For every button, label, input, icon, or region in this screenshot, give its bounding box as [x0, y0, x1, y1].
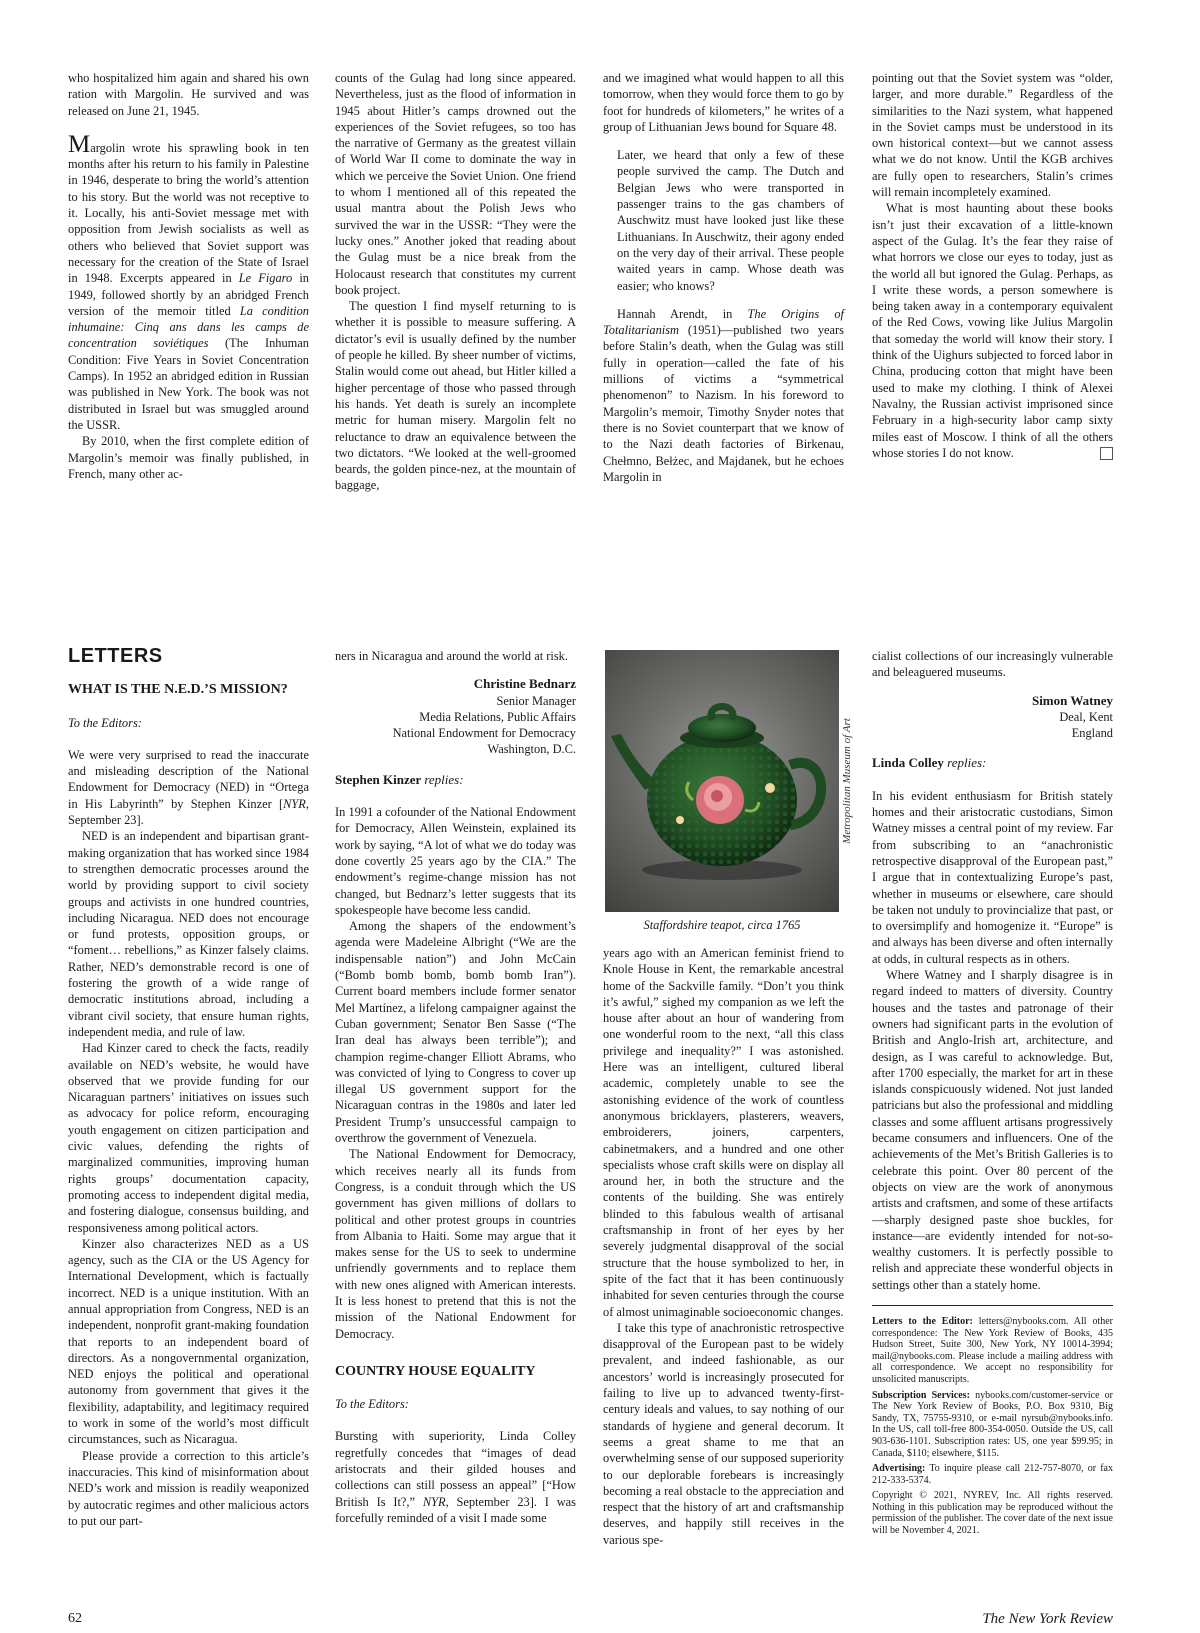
article-column-2 — [335, 70, 576, 494]
letter-paragraph: cialist collections of our increasingly vulnerable and beleaguered museums. — [872, 649, 1113, 680]
info-copyright: Copyright © 2021, NYREV, Inc. All rights reserved. Nothing in this publication may be reproduced without the permission of the publisher. The cover date of the next issue will be November 4, 2021. — [872, 1490, 1113, 1537]
article-column-3 — [603, 70, 844, 485]
article-paragraph: pointing out that the Soviet system was “older, larger, and more durable.” Regardless of the similarities to the Nazi system, what happened in the Soviet camps must be understood in its own historical context—but we cannot assess what we do not know. Until the KGB archives are fully open to researchers, Stalin’s crimes will remain incompletely examined. — [872, 71, 1113, 200]
reply-heading: Linda Colley replies: — [872, 755, 987, 771]
article-column-1 — [68, 70, 309, 482]
letter-paragraph: Had Kinzer cared to check the facts, readily available on NED’s website, he would have observed that we provide funding for our Nicaraguan partners’ initiatives on issues such as advocacy for police reform, encouraging youth engagement on citizen participation and civic values, defending the rights of marginalized communities, improving human rights groups’ documentation capacity, promoting access to independent digital media, and fostering dialogue, consensus building, and responsiveness among political actors. — [68, 1041, 309, 1235]
teapot-illustration — [605, 650, 839, 912]
letter-paragraph: NED is an independent and bipartisan grant-making organization that has worked since 1984 to strengthen democratic processes around the world by providing support to civil society groups and activists in one hundred countries, including Nicaragua. NED does not encourage or fund protests, opposition groups, or “foment… rebellions,” as Kinzer falsely claims. Rather, NED’s demonstrable record is one of fostering the growth of a wide range of democratic institutions abroad, including a vibrant civil society, that ensure human rights, independent media, and rule of law. — [68, 829, 309, 1039]
publication-info — [872, 1316, 1113, 1537]
end-mark-icon — [1100, 447, 1113, 460]
letter-paragraph: We were very surprised to read the inaccurate and misleading description of the National Endowment for Democracy (NED) in “Ortega in His Labyrinth” by Stephen Kinzer [NYR, September 23]. — [68, 747, 309, 828]
letter-paragraph: Kinzer also characterizes NED as a US agency, such as the CIA or the US Agency for International Development, which is factually incorrect. NED is a unique institution. With an annual appropriation from Congress, NED is an independent, nonprofit grant-making foundation that reports to an independent board of directors. As a nongovernmental organization, NED enjoys the political and operational autonomy from government that gives it the flexibility, adaptability, and legitimacy required to work in some of the world’s most difficult circumstances, such as Nicaragua. — [68, 1236, 309, 1447]
article-paragraph: By 2010, when the first complete edition of Margolin’s memoir was finally published, in French, many other ac- — [68, 434, 309, 481]
reply-paragraph: In his evident enthusiasm for British stately homes and their aristocratic custodians, Simon Watney misses a central point of my review. Far from subscribing to an “anachronistic retrospective disapproval of the European past,” I argue that in contextualizing Europe’s past, whether in museums or elsewhere, care should be taken not unduly to provincialize that past, or to oversimplify and homogenize it. “Europe” is and always has been diverse and often internally at odds, in cultural respects as in others. — [872, 788, 1113, 966]
signer-line: England — [1071, 726, 1113, 741]
letter-paragraph: years ago with an American feminist friend to Knole House in Kent, the remarkable ancestral home of the Sackville family. “Don’t you think it’s awful,” sighed my companion as we left the house after about an hour of wandering from one wonderful room to the next, “all this class privilege and inequality?” I was astonished. Here was an intelligent, cultured liberal academic, completely unable to see the astonishing evidence of the work of countless anonymous bricklayers, plasterers, weavers, embroiderers, joiners, carpenters, cabinetmakers, and a hundred and one other specialists whose craft skills were on display all around her, in both the structure and the contents of the building. She was entirely blinded to this fabulous wealth of artisanal craftsmanship in front of her eyes by her severely judgmental disapproval of the social structure that the house symbolized to her, in spite of the fact that it has been continuously inhabited for seven centuries through the course of almost unimaginable socioeconomic changes. — [603, 946, 844, 1319]
letters-column-1 — [68, 645, 309, 1529]
info-advertising: Advertising: To inquire please call 212-757-8070, or fax 212-333-5374. — [872, 1463, 1113, 1486]
article-paragraph: Hannah Arendt, in The Origins of Totalitarianism (1951)—published two years before Stalin’s death, when the Gulag was still fully in operation—called the fate of his millions of victims a “symmetrical phenomenon” to Nazism. In his foreword to Margolin’s memoir, Timothy Snyder notes that there is no Soviet counterpart that we know of to the Nazi death factories of Birkenau, Chełmno, Bełżec, and Majdanek, but he echoes Margolin in — [603, 306, 844, 484]
article-paragraph: The question I find myself returning to is whether it is possible to measure suffering. A dictator’s evil is usually defined by the number of people he killed. By sheer number of victims, Stalin would come out ahead, but Hitler killed a higher percentage of those who passed through his hands. Yet death is surely an incomplete metric for human misery. Margolin felt no reluctance to draw an equivalence between the two dictators. “We looked at the well-groomed beards, the golden pince-nez, at the mountain of baggage, — [335, 299, 576, 493]
teapot-photo — [605, 650, 839, 912]
letter-paragraph: Bursting with superiority, Linda Colley regretfully concedes that “images of dead aristocrats and their gilded houses and collections can still possess an appeal” [“How British Is It?,” NYR, September 23]. I was forcefully reminded of a visit I made some — [335, 1429, 576, 1525]
block-quote — [603, 147, 844, 294]
block-quote-text: Later, we heard that only a few of these people survived the camp. The Dutch and Belgian Jews who were transported in passenger trains to the gas chambers of Auschwitz must have looked just like these Lithuanians. In Auschwitz, their agony ended on the very day of their arrival. These people waited years in camp. Whose death was easier; who knows? — [617, 148, 844, 293]
signer-line: National Endowment for Democracy — [392, 726, 576, 741]
letters-column-2 — [335, 648, 576, 1526]
signer-name: Simon Watney — [1031, 692, 1113, 708]
letter-paragraph: ners in Nicaragua and around the world at risk. — [335, 649, 568, 663]
reply-heading: Stephen Kinzer replies: — [335, 771, 464, 787]
info-letters: Letters to the Editor: letters@nybooks.com. All other correspondence: The New York Review of Books, 435 Hudson Street, Suite 300, New York, NY 10014-3994; mail@nybooks.com. Please include a mailing address with all correspondence. We accept no responsibility for unsolicited manuscripts. — [872, 1315, 1113, 1385]
letters-column-4 — [872, 648, 1113, 1541]
reply-paragraph: The National Endowment for Democracy, which receives nearly all its funds from Congress, is a conduit through which the US government has given millions of dollars to political and other protest groups in countries from Albania to Haiti. Some may argue that it makes sense for the US to seek to undermine unfriendly governments and to replace them with new ones aligned with American interests. It is less honest to pretend that this is not the mission of the National Endowment for Democracy. — [335, 1147, 576, 1341]
signer-line: Deal, Kent — [1059, 709, 1113, 724]
letter-paragraph: Please provide a correction to this article’s inaccuracies. This kind of misinformation about NED’s work and mission is readily weaponized by autocratic regimes and other malicious actors to put our part- — [68, 1448, 309, 1528]
article-column-4 — [872, 70, 1113, 461]
photo-caption: Staffordshire teapot, circa 1765 — [643, 918, 801, 932]
letter-paragraph: I take this type of anachronistic retrospective disapproval of the European past to be widely prevalent, and indeed fashionable, as our ancestors’ world is increasingly prosecuted for failing to live up to advanced twenty-first-century ideals and values, to say nothing of our standards of hygiene and general decorum. It seems a great shame to me that an overwhelming sense of our supposed superiority to our deplorable forebears is increasingly becoming a real obstacle to the appreciation and respect that the history of art and craftsmanship deserves, and happily still receives in the various spe- — [603, 1320, 844, 1547]
salutation: To the Editors: — [68, 715, 142, 730]
article-paragraph: Margolin wrote his sprawling book in ten months after his return to his family in Palestine in 1946, desperate to bring the world’s attention to his story. But the world was not receptive to it. Locally, his anti-Soviet message met with opposition from Jewish socialists as well as others who believed that Soviet support was necessary for the creation of the State of Israel in 1948. Excerpts appeared in Le Figaro in 1949, followed shortly by an abridged French version of the memoir titled La condition inhumaine: Cinq ans dans les camps de concentration soviétiques (The Inhuman Condition: Five Years in Soviet Concentration Camps). In 1952 an abridged edition in Russian was published in New York. The book was not distributed in Israel but was smuggled around the USSR. — [68, 130, 309, 432]
signer-line: Senior Manager — [496, 693, 576, 708]
article-paragraph: and we imagined what would happen to all this tomorrow, when they would force them to go by foot for hundreds of kilometers,” he writes of a group of Lithuanian Jews bound for Square 48. — [603, 71, 844, 134]
divider — [872, 1305, 1113, 1306]
letters-column-3 — [603, 945, 844, 1548]
letter-title: WHAT IS THE N.E.D.’S MISSION? — [68, 682, 288, 698]
letter-signature — [872, 693, 1113, 742]
section-title: LETTERS — [68, 645, 163, 667]
photo-credit: Metropolitan Museum of Art — [841, 718, 853, 844]
reply-paragraph: Where Watney and I sharply disagree is in regard indeed to matters of diversity. Country houses and the tastes and patronage of their owners had significant parts in the evolution of British and Anglo-Irish art, architecture, and design, as I was careful to acknowledge. But, after 1700 especially, the market for art in these islands conspicuously widened. Not just landed patricians but also the professional and middling classes and some affluent artisans progressively became consumers and influencers. One of the achievements of the Met’s British Galleries is to celebrate this point. Over 80 percent of the objects on view are the work of anonymous artists and craftsmen, and some of these artifacts—sharply designed paste shoe buckles, for instance—are evidently intended for not-so-wealthy customers. It is perfectly possible to relish and appreciate these wonderful objects in settings other than a stately home. — [872, 968, 1113, 1292]
signer-line: Media Relations, Public Affairs — [419, 709, 576, 724]
info-subscriptions: Subscription Services: nybooks.com/customer-service or The New York Review of Books, P.O. Box 9310, Big Sandy, TX, 75755-9310, or e-mail nyrsub@nybooks.info. In the US, call toll-free 800-354-0050. Outside the US, call 903-636-1101. Subscription rates: US, one year $99.95; in Canada, $110; elsewhere, $115. — [872, 1389, 1114, 1459]
salutation: To the Editors: — [335, 1397, 409, 1412]
page-number: 62 — [68, 1611, 82, 1626]
article-paragraph: What is most haunting about these books isn’t just their excavation of a little-known aspect of the Gulag. It’s the fear they raise of what horrors we close our eyes to today, just as the world all but ignored the Gulag. Perhaps, as I write these words, a person somewhere is being taken away in a contemporary equivalent of the Red Cows, vowing like Julius Margolin that someday the world will know their story. I think of the Uighurs subjected to forced labor in China, producing cotton that might have been used to make my clothing. I think of Alexei Navalny, the Russian activist imprisoned since February in a high-security labor camp sixty miles east of Moscow. I think of all the others whose stories I do not know. — [872, 201, 1113, 460]
signer-name: Christine Bednarz — [473, 676, 576, 692]
reply-paragraph: In 1991 a cofounder of the National Endowment for Democracy, Allen Weinstein, explained its work by saying, “A lot of what we do today was done covertly 25 years ago by the CIA.” The endowment’s regime-change mission has not changed, but Bednarz’s letter suggests that its spokespeople have become less candid. — [335, 805, 576, 917]
article-paragraph: who hospitalized him again and shared his own ration with Margolin. He survived and was released on June 21, 1945. — [68, 71, 309, 118]
signer-line: Washington, D.C. — [487, 742, 576, 757]
drop-cap: M — [68, 130, 91, 158]
letter-signature — [335, 676, 576, 757]
article-paragraph: counts of the Gulag had long since appeared. Nevertheless, just as the flood of information in 1945 about Hitler’s camps drowned out the experiences of the Soviet refugees, so too has the narrative of Germany as the greatest villain of World War II come to dominate the way in which we perceive the Soviet Union. One friend to whom I mentioned all of this repeated the usual mantra about the Polish Jews who survived the war in the USSR: “They were the lucky ones.” Another joked that reading about the Gulag must be a nice break from the Holocaust research that constitutes my current book project. — [335, 71, 576, 297]
publication-name: The New York Review — [982, 1611, 1113, 1627]
letter-title: COUNTRY HOUSE EQUALITY — [335, 1363, 536, 1379]
reply-paragraph: Among the shapers of the endowment’s agenda were Madeleine Albright (“We are the indispensable nation”) and John McCain (“Bomb bomb bomb, bomb bomb Iran”). Current board members include former senator Mel Martínez, a lifelong campaigner against the Cuban government; Senator Ben Sasse (“The Iran deal has always been terrible”); and champion regime-changer Elliott Abrams, who was convicted of lying to Congress to cover up illegal US government support for the Nicaraguan contras in the 1980s and later led President Trump’s unsuccessful campaign to overthrow the government of Venezuela. — [335, 919, 576, 1146]
